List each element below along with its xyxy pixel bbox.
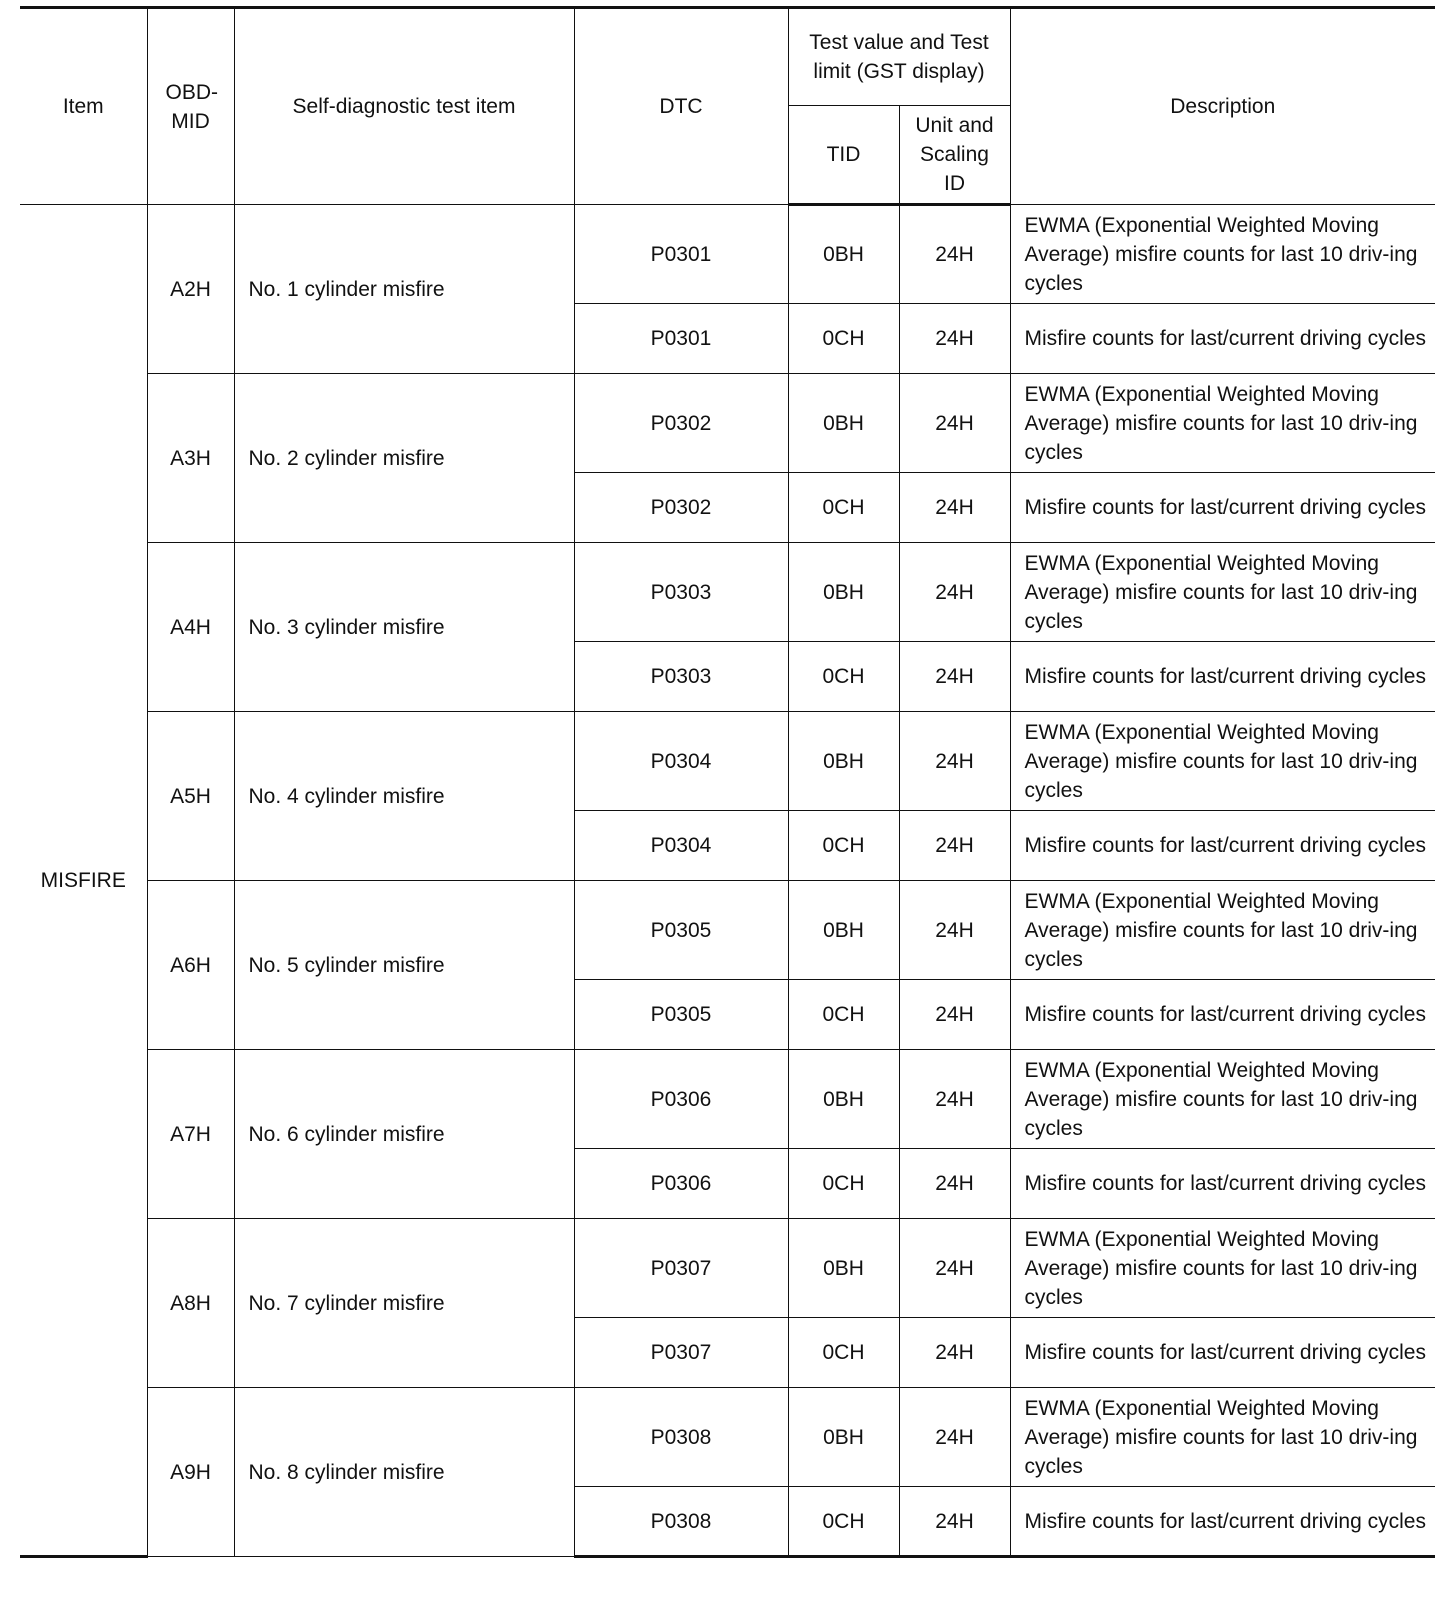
unit-scaling-cell: 24H (899, 1388, 1010, 1487)
test-item-cell: No. 5 cylinder misfire (234, 881, 574, 1050)
test-item-cell: No. 6 cylinder misfire (234, 1050, 574, 1219)
dtc-cell: P0303 (574, 642, 788, 712)
dtc-cell: P0302 (574, 374, 788, 473)
header-description: Description (1010, 8, 1435, 205)
tid-cell: 0BH (788, 205, 899, 304)
tid-cell: 0CH (788, 304, 899, 374)
dtc-cell: P0302 (574, 473, 788, 543)
obd-mid-cell: A3H (147, 374, 234, 543)
test-item-cell: No. 1 cylinder misfire (234, 205, 574, 374)
table-body (20, 205, 1435, 1557)
description-cell: Misfire counts for last/current driving cycles (1010, 642, 1435, 712)
description-cell: EWMA (Exponential Weighted Moving Average) misfire counts for last 10 driv-ing cycles (1010, 374, 1435, 473)
description-cell: Misfire counts for last/current driving cycles (1010, 1487, 1435, 1557)
tid-cell: 0CH (788, 980, 899, 1050)
header-unit-scaling-id: Unit and Scaling ID (899, 106, 1010, 205)
description-cell: EWMA (Exponential Weighted Moving Average) misfire counts for last 10 driv-ing cycles (1010, 712, 1435, 811)
table-row (20, 543, 1435, 642)
table-row (20, 881, 1435, 980)
unit-scaling-cell: 24H (899, 374, 1010, 473)
unit-scaling-cell: 24H (899, 811, 1010, 881)
obd-mid-cell: A5H (147, 712, 234, 881)
dtc-cell: P0306 (574, 1050, 788, 1149)
dtc-cell: P0304 (574, 811, 788, 881)
table-row (20, 205, 1435, 304)
tid-cell: 0CH (788, 1318, 899, 1388)
tid-cell: 0BH (788, 712, 899, 811)
unit-scaling-cell: 24H (899, 1487, 1010, 1557)
header-self-diagnostic-test-item: Self-diagnostic test item (234, 8, 574, 205)
dtc-cell: P0308 (574, 1388, 788, 1487)
unit-scaling-cell: 24H (899, 881, 1010, 980)
test-item-cell: No. 4 cylinder misfire (234, 712, 574, 881)
misfire-table-container (20, 6, 1435, 1558)
unit-scaling-cell: 24H (899, 642, 1010, 712)
header-item: Item (20, 8, 147, 205)
unit-scaling-cell: 24H (899, 473, 1010, 543)
description-cell: Misfire counts for last/current driving cycles (1010, 1318, 1435, 1388)
tid-cell: 0CH (788, 642, 899, 712)
table-header (20, 8, 1435, 205)
obd-mid-cell: A9H (147, 1388, 234, 1557)
unit-scaling-cell: 24H (899, 205, 1010, 304)
tid-cell: 0CH (788, 473, 899, 543)
dtc-cell: P0305 (574, 881, 788, 980)
description-cell: Misfire counts for last/current driving cycles (1010, 304, 1435, 374)
obd-mid-cell: A2H (147, 205, 234, 374)
tid-cell: 0BH (788, 1050, 899, 1149)
obd-mid-cell: A8H (147, 1219, 234, 1388)
test-item-cell: No. 7 cylinder misfire (234, 1219, 574, 1388)
obd-mid-cell: A4H (147, 543, 234, 712)
dtc-cell: P0303 (574, 543, 788, 642)
description-cell: Misfire counts for last/current driving cycles (1010, 811, 1435, 881)
dtc-cell: P0307 (574, 1318, 788, 1388)
dtc-cell: P0301 (574, 304, 788, 374)
description-cell: EWMA (Exponential Weighted Moving Average) misfire counts for last 10 driv-ing cycles (1010, 1219, 1435, 1318)
unit-scaling-cell: 24H (899, 304, 1010, 374)
tid-cell: 0BH (788, 1388, 899, 1487)
description-cell: EWMA (Exponential Weighted Moving Average) misfire counts for last 10 driv-ing cycles (1010, 881, 1435, 980)
self-diagnostic-table (20, 6, 1435, 1558)
description-cell: EWMA (Exponential Weighted Moving Average) misfire counts for last 10 driv-ing cycles (1010, 1388, 1435, 1487)
header-obd-mid: OBD-MID (147, 8, 234, 205)
test-item-cell: No. 8 cylinder misfire (234, 1388, 574, 1557)
unit-scaling-cell: 24H (899, 712, 1010, 811)
tid-cell: 0BH (788, 1219, 899, 1318)
description-cell: Misfire counts for last/current driving cycles (1010, 473, 1435, 543)
table-row (20, 1388, 1435, 1487)
obd-mid-cell: A7H (147, 1050, 234, 1219)
dtc-cell: P0304 (574, 712, 788, 811)
test-item-cell: No. 3 cylinder misfire (234, 543, 574, 712)
tid-cell: 0BH (788, 374, 899, 473)
unit-scaling-cell: 24H (899, 980, 1010, 1050)
unit-scaling-cell: 24H (899, 1050, 1010, 1149)
header-dtc: DTC (574, 8, 788, 205)
dtc-cell: P0305 (574, 980, 788, 1050)
table-row (20, 1219, 1435, 1318)
header-test-value-group: Test value and Test limit (GST display) (788, 8, 1010, 106)
description-cell: EWMA (Exponential Weighted Moving Average) misfire counts for last 10 driv-ing cycles (1010, 543, 1435, 642)
tid-cell: 0BH (788, 881, 899, 980)
tid-cell: 0BH (788, 543, 899, 642)
description-cell: EWMA (Exponential Weighted Moving Average) misfire counts for last 10 driv-ing cycles (1010, 1050, 1435, 1149)
description-cell: Misfire counts for last/current driving cycles (1010, 980, 1435, 1050)
tid-cell: 0CH (788, 811, 899, 881)
unit-scaling-cell: 24H (899, 1318, 1010, 1388)
header-tid: TID (788, 106, 899, 205)
dtc-cell: P0307 (574, 1219, 788, 1318)
dtc-cell: P0301 (574, 205, 788, 304)
table-row (20, 712, 1435, 811)
dtc-cell: P0306 (574, 1149, 788, 1219)
tid-cell: 0CH (788, 1149, 899, 1219)
unit-scaling-cell: 24H (899, 1149, 1010, 1219)
unit-scaling-cell: 24H (899, 543, 1010, 642)
table-row (20, 1050, 1435, 1149)
unit-scaling-cell: 24H (899, 1219, 1010, 1318)
table-row (20, 374, 1435, 473)
obd-mid-cell: A6H (147, 881, 234, 1050)
test-item-cell: No. 2 cylinder misfire (234, 374, 574, 543)
description-cell: EWMA (Exponential Weighted Moving Average) misfire counts for last 10 driv-ing cycles (1010, 205, 1435, 304)
description-cell: Misfire counts for last/current driving cycles (1010, 1149, 1435, 1219)
tid-cell: 0CH (788, 1487, 899, 1557)
item-cell: MISFIRE (20, 205, 147, 1557)
dtc-cell: P0308 (574, 1487, 788, 1557)
